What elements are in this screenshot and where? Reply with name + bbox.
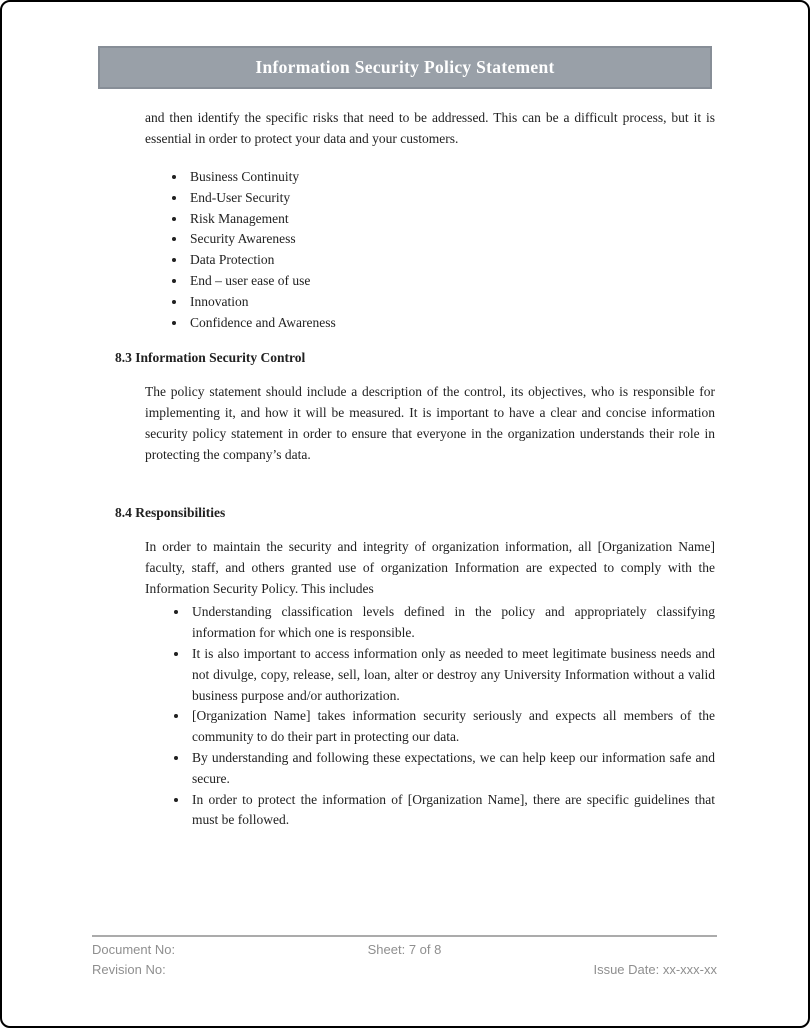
document-body	[2, 107, 808, 831]
responsibility-item: • By understanding and following these expectations, we can help keep our information safe and secure.	[189, 748, 715, 790]
security-topic-item: • Data Protection	[187, 250, 715, 271]
responsibility-item: • In order to protect the information of [Organization Name], there are specific guidelines that must be followed.	[189, 790, 715, 832]
section-heading-8-3: 8.3 Information Security Control	[115, 350, 306, 366]
responsibility-item: • It is also important to access information only as needed to meet legitimate business needs and not divulge, copy, release, sell, loan, alter or destroy any University Information without a valid business purpose and/or authorization.	[189, 644, 715, 706]
issue-date-label: Issue Date: xx-xxx-xx	[593, 962, 717, 977]
responsibility-item: • Understanding classification levels defined in the policy and appropriately classifying information for which one is responsible.	[189, 602, 715, 644]
security-topic-item: • Risk Management	[187, 209, 715, 230]
footer-row-2	[92, 960, 717, 980]
footer-row-1	[92, 940, 717, 960]
section-heading-8-4: 8.4 Responsibilities	[115, 505, 226, 521]
responsibilities-list	[92, 602, 715, 831]
section-8-3-paragraph: The policy statement should include a description of the control, its objectives, who is responsible for implementing it, and how it will be measured. It is important to have a clear and concise information security policy statement in order to ensure that everyone in the organization understands their role in protecting the company’s data.	[145, 384, 715, 463]
security-topic-item: • Innovation	[187, 292, 715, 313]
security-topic-item: • Confidence and Awareness	[187, 313, 715, 334]
revision-no-label: Revision No:	[92, 962, 166, 977]
responsibility-item: • [Organization Name] takes information security seriously and expects all members of the community to do their part in protecting our data.	[189, 706, 715, 748]
security-topic-item: • End – user ease of use	[187, 271, 715, 292]
security-topic-item: • Security Awareness	[187, 229, 715, 250]
sheet-label: Sheet: 7 of 8	[367, 942, 442, 957]
security-topic-item: • End-User Security	[187, 188, 715, 209]
page-footer	[92, 935, 717, 980]
security-topics-list	[92, 167, 715, 333]
section-8-4-paragraph: In order to maintain the security and integrity of organization information, all [Organization Name] faculty, staff, and others granted use of organization Information are expected to comply with the Information Security Policy. This includes	[145, 539, 715, 597]
header-banner	[98, 46, 712, 89]
security-topic-item: • Business Continuity	[187, 167, 715, 188]
page-title: Information Security Policy Statement	[255, 57, 555, 77]
intro-paragraph: and then identify the specific risks that need to be addressed. This can be a difficult process, but it is essential in order to protect your data and your customers.	[145, 110, 715, 146]
document-no-label: Document No:	[92, 942, 176, 957]
